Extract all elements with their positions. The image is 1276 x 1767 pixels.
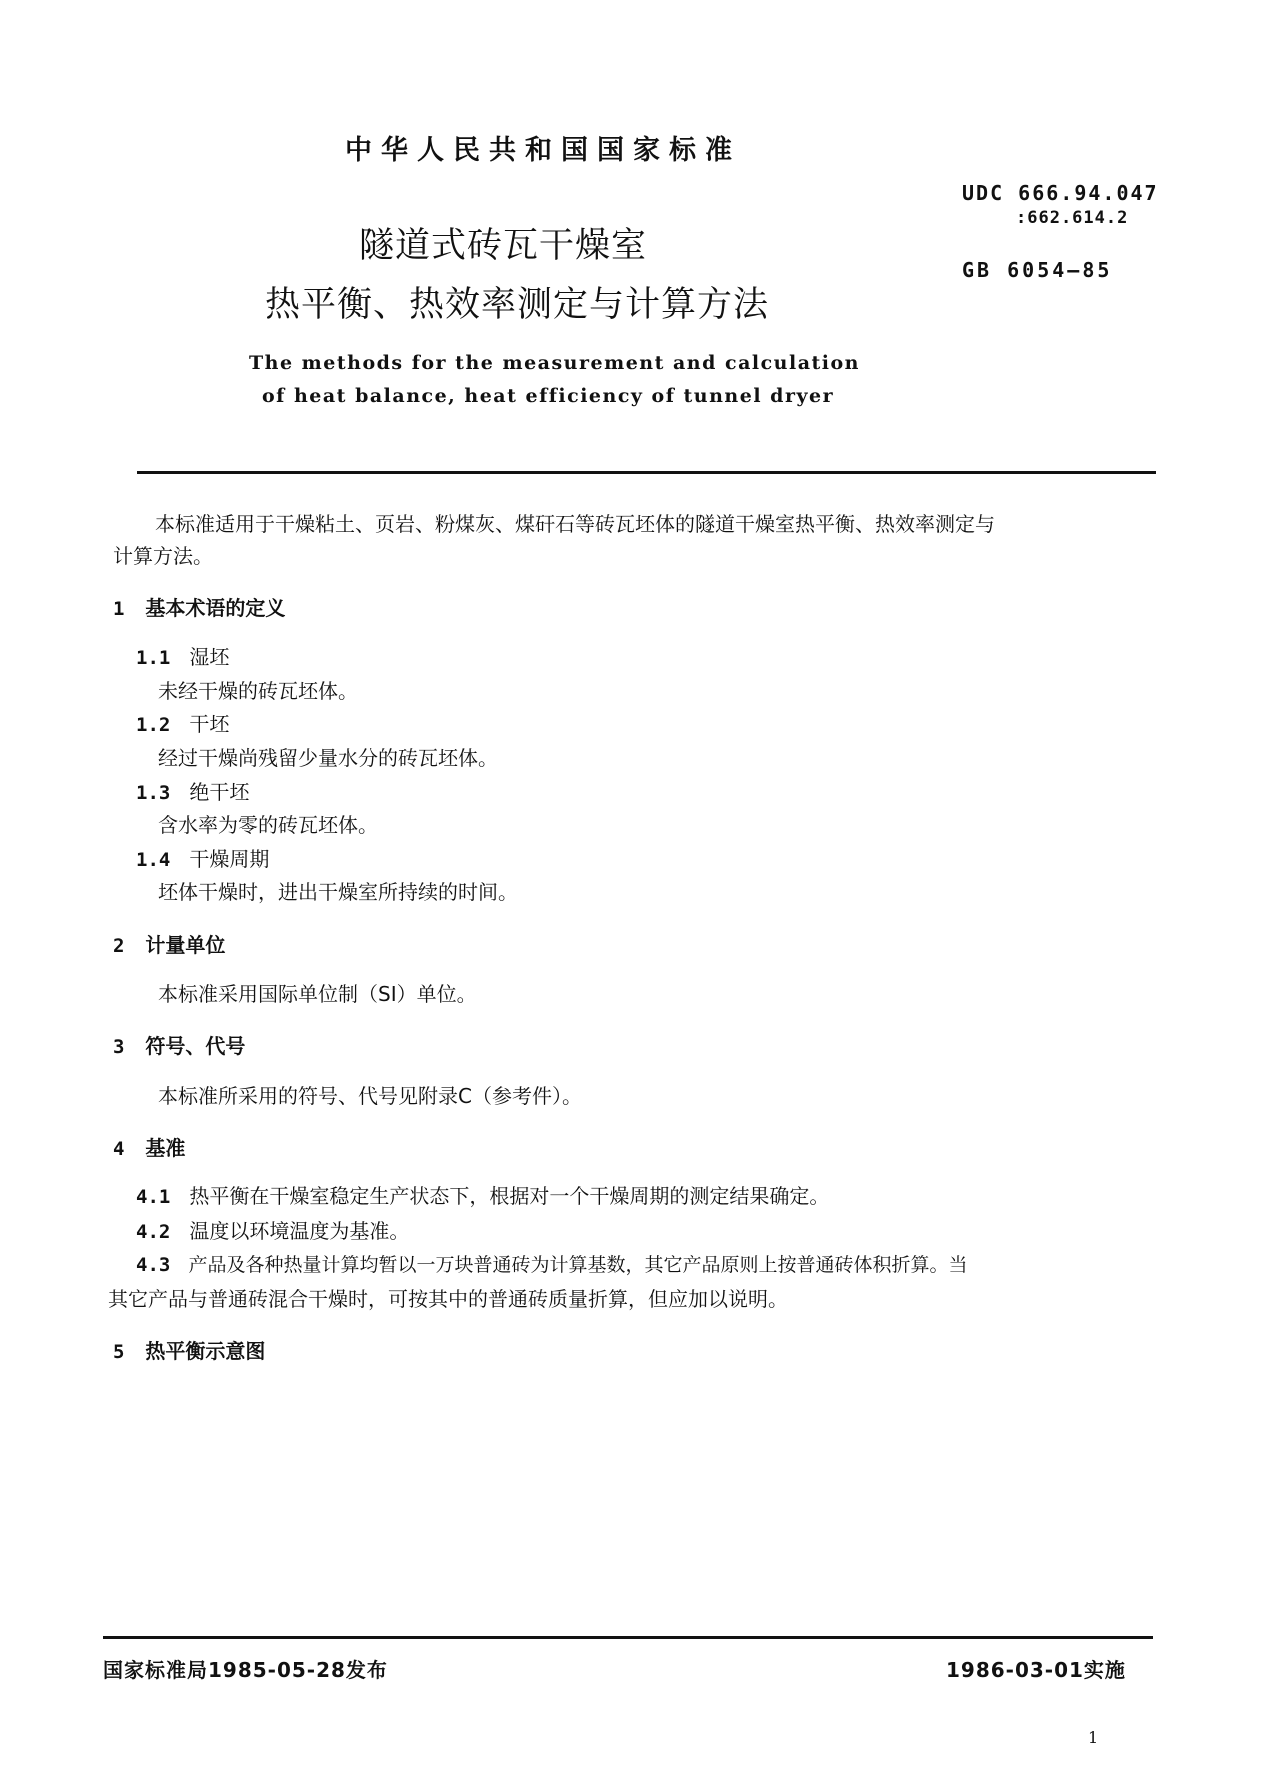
- item-1-1-term: 湿坯: [189, 645, 230, 669]
- item-4-3: [136, 1250, 967, 1277]
- item-1-4-definition: 坯体干燥时，进出干燥室所持续的时间。: [158, 880, 518, 904]
- item-1-2-heading: [136, 708, 229, 737]
- section-5-title: 热平衡示意图: [145, 1339, 266, 1363]
- section-5-heading: [113, 1335, 265, 1364]
- section-2-title: 计量单位: [145, 933, 226, 957]
- item-1-1-number: 1.1: [136, 647, 171, 669]
- item-1-3-number: 1.3: [136, 782, 171, 804]
- section-4-heading: [113, 1132, 185, 1161]
- item-4-3-text: 产品及各种热量计算均暂以一万块普通砖为计算基数，其它产品原则上按普通砖体积折算。当: [188, 1254, 968, 1276]
- national-standard-heading: 中华人民共和国国家标准: [345, 135, 741, 166]
- issue-date: 国家标准局1985-05-28发布: [103, 1658, 388, 1682]
- item-1-3-heading: [136, 776, 249, 805]
- section-3-text: 本标准所采用的符号、代号见附录C（参考件）。: [158, 1084, 582, 1108]
- intro-line2: 计算方法。: [113, 544, 213, 568]
- title-zh-line1: 隧道式砖瓦干燥室: [359, 226, 648, 266]
- item-1-3-definition: 含水率为零的砖瓦坯体。: [158, 813, 378, 837]
- page-number: 1: [1088, 1728, 1099, 1747]
- section-2-text: 本标准采用国际单位制（SI）单位。: [158, 982, 477, 1006]
- item-1-1-definition: 未经干燥的砖瓦坯体。: [158, 679, 358, 703]
- title-zh-line2: 热平衡、热效率测定与计算方法: [265, 285, 770, 325]
- item-4-1-number: 4.1: [136, 1186, 171, 1208]
- item-4-1: [136, 1180, 829, 1209]
- item-1-2-definition: 经过干燥尚残留少量水分的砖瓦坯体。: [158, 746, 498, 770]
- item-4-2: [136, 1215, 409, 1244]
- section-2-number: 2: [113, 935, 125, 957]
- section-4-title: 基准: [145, 1136, 186, 1160]
- section-1-title: 基本术语的定义: [145, 596, 286, 620]
- item-1-4-heading: [136, 843, 269, 872]
- item-4-3-number: 4.3: [136, 1254, 171, 1276]
- title-en-line1: The methods for the measurement and calculation: [249, 352, 860, 374]
- udc-code-continuation: :662.614.2: [1016, 208, 1129, 228]
- item-1-3-term: 绝干坯: [189, 780, 250, 804]
- item-1-2-number: 1.2: [136, 714, 171, 736]
- bottom-divider: [103, 1636, 1153, 1639]
- section-1-heading: [113, 592, 285, 621]
- udc-code: UDC 666.94.047: [962, 181, 1159, 205]
- section-3-title: 符号、代号: [145, 1034, 246, 1058]
- section-3-heading: [113, 1030, 245, 1059]
- effective-date: 1986-03-01实施: [946, 1658, 1126, 1682]
- section-2-heading: [113, 929, 225, 958]
- section-4-number: 4: [113, 1138, 125, 1160]
- item-1-1-heading: [136, 641, 229, 670]
- gb-number: GB 6054—85: [962, 258, 1113, 282]
- intro-line1: 本标准适用于干燥粘土、页岩、粉煤灰、煤矸石等砖瓦坯体的隧道干燥室热平衡、热效率测定与: [155, 512, 995, 536]
- item-1-4-term: 干燥周期: [189, 847, 270, 871]
- section-5-number: 5: [113, 1341, 125, 1363]
- item-4-1-text: 热平衡在干燥室稳定生产状态下，根据对一个干燥周期的测定结果确定。: [189, 1184, 830, 1208]
- item-1-4-number: 1.4: [136, 849, 171, 871]
- section-1-number: 1: [113, 598, 125, 620]
- item-4-2-number: 4.2: [136, 1221, 171, 1243]
- section-3-number: 3: [113, 1036, 125, 1058]
- title-en-line2: of heat balance, heat efficiency of tunnel dryer: [262, 385, 835, 407]
- item-4-3-continuation: 其它产品与普通砖混合干燥时，可按其中的普通砖质量折算，但应加以说明。: [108, 1287, 788, 1311]
- item-4-2-text: 温度以环境温度为基准。: [189, 1219, 410, 1243]
- item-1-2-term: 干坯: [189, 712, 230, 736]
- top-divider: [137, 471, 1156, 474]
